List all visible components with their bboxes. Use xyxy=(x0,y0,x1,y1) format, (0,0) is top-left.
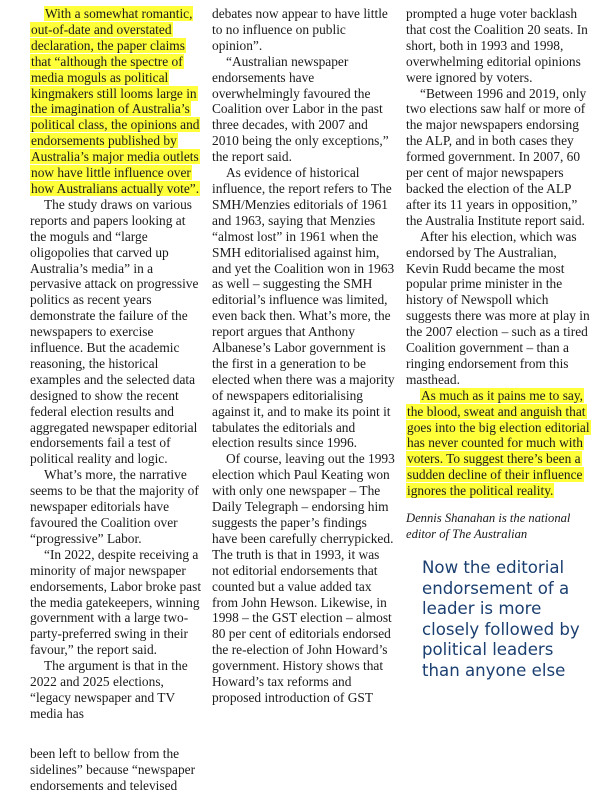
paragraph: “Australian newspaper endorsements have overwhelmingly favoured the Coalition over Labor in the past three decades, with 2007 and 2010 being the only exceptions,” the report said. xyxy=(212,53,389,165)
column-2 xyxy=(212,6,395,706)
paragraph: “Between 1996 and 2019, only two elections saw half or more of the major newspapers endorsing the ALP, and in both cases they formed government. In 2007, 60 per cent of major newspapers backed the election of the ALP after its 11 years in opposition,” the Australia Institute report said. xyxy=(406,85,587,228)
paragraph: As evidence of historical influence, the report refers to The SMH/Menzies editorials of 1961 and 1963, saying that Menzies “almost lost” in 1961 when the SMH editorialised against him, and yet the Coalition won in 1963 as well – suggesting the SMH editorial’s influence was limited, even back then. What’s more, the report argues that Anthony Albanese’s Labor government is the first in a generation to be elected when there was a majority of newspapers editorialising against it, and to make its point it tabulates the editorials and election results since 1996. xyxy=(212,165,395,451)
paragraph: debates now appear to have little to no influence on public opinion”. xyxy=(212,6,388,53)
author-signoff: Dennis Shanahan is the national editor of The Australian xyxy=(406,511,571,541)
paragraph: been left to bellow from the sidelines” because “newspaper endorsements and televised xyxy=(30,745,196,793)
paragraph: The argument is that in the 2022 and 2025 elections, “legacy newspaper and TV media has xyxy=(30,658,188,721)
pull-quote: Now the editorial endorsement of a leader is more closely followed by political leaders than anyone else xyxy=(422,558,580,680)
paragraph: After his election, which was endorsed by The Australian, Kevin Rudd became the most popular prime minister in the history of Newspoll which suggests there was more at play in the 2007 election – such as a tired Coalition government – than a ringing endorsement from this masthead. xyxy=(406,228,590,387)
paragraph: Of course, leaving out the 1993 election which Paul Keating won with only one newspaper – The Daily Telegraph – endorsing him suggests the paper’s findings have been carefully cherrypicked. The truth is that in 1993, it was not editorial endorsements that counted but a value added tax from John Hewson. Likewise, in 1998 – the GST election – almost 80 per cent of editorials endorsed the re-election of John Howard’s government. History shows that Howard’s tax reforms and proposed introduction of GST xyxy=(212,451,395,705)
paragraph xyxy=(406,388,592,499)
highlighted-text: As much as it pains me to say, the blood, sweat and anguish that goes into the big election editorial has never counted for much with voters. To suggest there’s been a sudden decline of their influence ignores the political reality. xyxy=(407,387,590,499)
paragraph: The study draws on various reports and papers looking at the moguls and “large oligopolies that carved up Australia’s media” in a pervasive attack on progressive politics as recent years demonstrate the failure of the newspapers to exercise influence. But the academic reasoning, the historical examples and the selected data designed to show the recent federal election results and aggregated newspaper editorial endorsements fail a test of political reality and logic. xyxy=(30,196,199,467)
paragraph: What’s more, the narrative seems to be that the majority of newspaper editorials have favoured the Coalition over “progressive” Labor. xyxy=(30,467,199,546)
highlighted-text: With a somewhat romantic, out-of-date and overstated declaration, the paper claims that “although the spectre of media moguls as political kingmakers still looms large in the imagination of Australia’s political class, the opinions and endorsements published by Australia’s major media outlets now have little influence over how Australians actually vote”. xyxy=(31,6,200,196)
paragraph xyxy=(30,6,202,197)
paragraph: “In 2022, despite receiving a minority of major newspaper endorsements, Labor broke past the media gatekeepers, winning government with a large two-party-preferred swing in their favour,” the report said. xyxy=(30,546,202,658)
paragraph: prompted a huge voter backlash that cost the Coalition 20 seats. In short, both in 1993 and 1998, overwhelming editorial opinions were ignored by voters. xyxy=(406,6,588,85)
column-3 xyxy=(406,6,592,542)
column-1 xyxy=(30,6,202,794)
column-gap xyxy=(30,722,202,746)
